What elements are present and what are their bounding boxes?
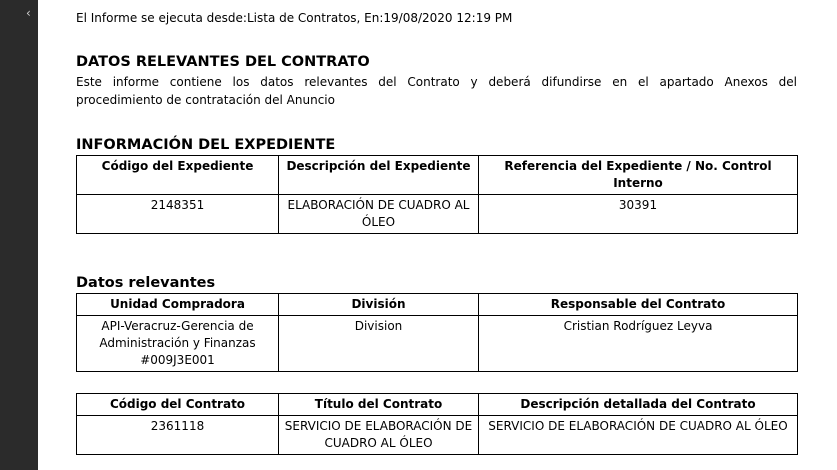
column-header: Título del Contrato (279, 394, 479, 416)
table-header-row (77, 394, 798, 416)
relevantes-heading: Datos relevantes (76, 275, 216, 291)
table-cell: Division (279, 316, 479, 372)
relevantes-table (76, 293, 798, 372)
table-cell: 2361118 (77, 416, 279, 455)
column-header: Descripción del Expediente (279, 156, 479, 195)
table-cell: SERVICIO DE ELABORACIÓN DE CUADRO AL ÓLEO (279, 416, 479, 455)
column-header: Referencia del Expediente / No. Control Interno (479, 156, 798, 195)
report-page (38, 0, 837, 470)
table-row (77, 195, 798, 234)
table-header-row (77, 156, 798, 195)
report-run-info: El Informe se ejecuta desde:Lista de Contratos, En:19/08/2020 12:19 PM (76, 11, 513, 25)
expediente-table (76, 155, 798, 234)
report-intro-line2: procedimiento de contratación del Anuncio (76, 93, 335, 107)
table-cell: Cristian Rodríguez Leyva (479, 316, 798, 372)
column-header: Unidad Compradora (77, 294, 279, 316)
table-row (77, 416, 798, 455)
back-arrow-icon[interactable]: ‹ (26, 6, 31, 20)
table-cell: 2148351 (77, 195, 279, 234)
report-intro-line1: Este informe contiene los datos relevantes del Contrato y deberá difundirse en el apartado Anexos del (76, 75, 797, 89)
table-cell: SERVICIO DE ELABORACIÓN DE CUADRO AL ÓLEO (479, 416, 798, 455)
viewer-left-gutter (0, 0, 38, 470)
column-header: División (279, 294, 479, 316)
column-header: Código del Contrato (77, 394, 279, 416)
column-header: Descripción detallada del Contrato (479, 394, 798, 416)
table-cell: ELABORACIÓN DE CUADRO AL ÓLEO (279, 195, 479, 234)
table-cell: 30391 (479, 195, 798, 234)
table-row (77, 316, 798, 372)
table-cell: API-Veracruz-Gerencia de Administración y Finanzas #009J3E001 (77, 316, 279, 372)
report-title: DATOS RELEVANTES DEL CONTRATO (76, 54, 370, 70)
expediente-heading: INFORMACIÓN DEL EXPEDIENTE (76, 137, 336, 153)
contrato-table (76, 393, 798, 455)
column-header: Responsable del Contrato (479, 294, 798, 316)
column-header: Código del Expediente (77, 156, 279, 195)
table-header-row (77, 294, 798, 316)
